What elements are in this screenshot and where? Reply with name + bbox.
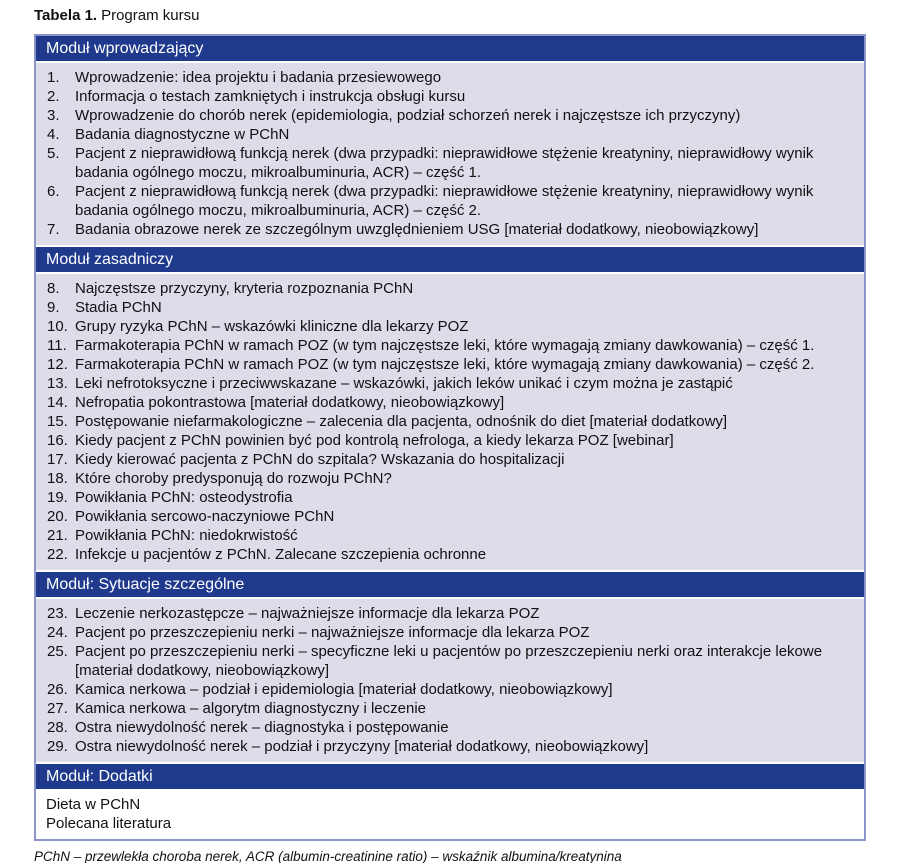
item-number: 29. xyxy=(47,738,68,755)
course-item xyxy=(36,545,864,564)
item-number: 22. xyxy=(47,546,68,563)
section-body xyxy=(36,597,864,762)
item-number: 11. xyxy=(47,337,67,354)
item-number: 13. xyxy=(47,375,68,392)
item-text: Nefropatia pokontrastowa [materiał dodatkowy, nieobowiązkowy] xyxy=(75,394,505,411)
course-item xyxy=(36,795,864,814)
item-number: 24. xyxy=(47,624,68,641)
item-text: Powikłania PChN: osteodystrofia xyxy=(75,489,293,506)
item-text: Badania obrazowe nerek ze szczególnym uwzględnieniem USG [materiał dodatkowy, nieobowiązkowy] xyxy=(75,221,759,238)
course-item xyxy=(36,182,864,220)
item-text: Kiedy pacjent z PChN powinien być pod kontrolą nefrologa, a kiedy lekarza POZ [webinar] xyxy=(75,432,674,449)
course-item xyxy=(36,718,864,737)
course-item xyxy=(36,279,864,298)
section-header: Moduł zasadniczy xyxy=(36,245,864,272)
item-text: Farmakoterapia PChN w ramach POZ (w tym najczęstsze leki, które wymagają zmiany dawkowania) – część 2. xyxy=(75,356,815,373)
item-text: Wprowadzenie: idea projektu i badania przesiewowego xyxy=(75,69,442,86)
course-program-table xyxy=(34,34,866,841)
item-text: Ostra niewydolność nerek – podział i przyczyny [materiał dodatkowy, nieobowiązkowy] xyxy=(75,738,649,755)
section-body xyxy=(36,61,864,245)
item-number: 18. xyxy=(47,470,68,487)
item-number: 17. xyxy=(47,451,68,468)
course-item xyxy=(36,317,864,336)
table-caption-label: Tabela 1. xyxy=(34,7,98,24)
item-number: 1. xyxy=(47,69,60,86)
item-number: 15. xyxy=(47,413,68,430)
item-number: 5. xyxy=(47,145,60,162)
course-item xyxy=(36,220,864,239)
item-text: Infekcje u pacjentów z PChN. Zalecane szczepienia ochronne xyxy=(75,546,487,563)
item-number: 28. xyxy=(47,719,68,736)
item-text: Kamica nerkowa – algorytm diagnostyczny i leczenie xyxy=(75,700,426,717)
course-item xyxy=(36,623,864,642)
section-header: Moduł: Dodatki xyxy=(36,762,864,789)
course-item xyxy=(36,336,864,355)
item-text: Pacjent z nieprawidłową funkcją nerek (dwa przypadki: nieprawidłowe stężenie kreatyniny, nieprawidłowy wynik badania ogólnego moczu, mikroalbuminuria, ACR) – część 2. xyxy=(75,183,814,219)
item-number: 9. xyxy=(47,299,60,316)
course-item xyxy=(36,412,864,431)
course-item xyxy=(36,144,864,182)
course-item xyxy=(36,526,864,545)
course-item xyxy=(36,488,864,507)
item-text: Ostra niewydolność nerek – diagnostyka i postępowanie xyxy=(75,719,449,736)
course-item xyxy=(36,469,864,488)
item-number: 4. xyxy=(47,126,60,143)
item-text: Informacja o testach zamkniętych i instrukcja obsługi kursu xyxy=(75,88,466,105)
item-text: Badania diagnostyczne w PChN xyxy=(75,126,290,143)
item-text: Kamica nerkowa – podział i epidemiologia [materiał dodatkowy, nieobowiązkowy] xyxy=(75,681,613,698)
item-text: Najczęstsze przyczyny, kryteria rozpoznania PChN xyxy=(75,280,414,297)
item-text: Powikłania PChN: niedokrwistość xyxy=(75,527,298,544)
course-item xyxy=(36,642,864,680)
item-text: Powikłania sercowo-naczyniowe PChN xyxy=(75,508,335,525)
course-item xyxy=(36,814,864,833)
item-text: Stadia PChN xyxy=(75,299,162,316)
item-text: Pacjent po przeszczepieniu nerki – najważniejsze informacje dla lekarza POZ xyxy=(75,624,590,641)
item-text: Polecana literatura xyxy=(46,815,172,832)
item-text: Leki nefrotoksyczne i przeciwwskazane – wskazówki, jakich leków unikać i czym można je zastąpić xyxy=(75,375,733,392)
course-item xyxy=(36,699,864,718)
course-item xyxy=(36,450,864,469)
course-item xyxy=(36,68,864,87)
item-text: Wprowadzenie do chorób nerek (epidemiologia, podział schorzeń nerek i najczęstsze ich przyczyny) xyxy=(75,107,741,124)
item-number: 23. xyxy=(47,605,68,622)
table-caption-text: Program kursu xyxy=(101,7,200,24)
item-number: 2. xyxy=(47,88,60,105)
course-item xyxy=(36,87,864,106)
item-text: Dieta w PChN xyxy=(46,796,141,813)
section-body xyxy=(36,272,864,570)
item-number: 7. xyxy=(47,221,60,238)
item-text: Które choroby predysponują do rozwoju PChN? xyxy=(75,470,392,487)
item-number: 12. xyxy=(47,356,68,373)
course-item xyxy=(36,737,864,756)
item-text: Kiedy kierować pacjenta z PChN do szpitala? Wskazania do hospitalizacji xyxy=(75,451,565,468)
section-header: Moduł wprowadzający xyxy=(36,36,864,61)
footnote: PChN – przewlekła choroba nerek, ACR (albumin-creatinine ratio) – wskaźnik albumina/kreatynina xyxy=(34,849,622,863)
course-item xyxy=(36,507,864,526)
item-text: Pacjent po przeszczepieniu nerki – specyficzne leki u pacjentów po przeszczepieniu nerki oraz interakcje lekowe [materiał dodatkowy, nieobowiązkowy] xyxy=(75,643,823,679)
item-text: Grupy ryzyka PChN – wskazówki kliniczne dla lekarzy POZ xyxy=(75,318,469,335)
item-number: 10. xyxy=(47,318,68,335)
item-number: 19. xyxy=(47,489,68,506)
item-text: Pacjent z nieprawidłową funkcją nerek (dwa przypadki: nieprawidłowe stężenie kreatyniny, nieprawidłowy wynik badania ogólnego moczu, mikroalbuminuria, ACR) – część 1. xyxy=(75,145,814,181)
item-number: 26. xyxy=(47,681,68,698)
section-body xyxy=(36,789,864,839)
item-number: 25. xyxy=(47,643,68,660)
course-item xyxy=(36,431,864,450)
course-item xyxy=(36,298,864,317)
item-text: Postępowanie niefarmakologiczne – zalecenia dla pacjenta, odnośnik do diet [materiał dodatkowy] xyxy=(75,413,728,430)
course-item xyxy=(36,604,864,623)
item-number: 21. xyxy=(47,527,68,544)
course-item xyxy=(36,106,864,125)
course-item xyxy=(36,355,864,374)
item-number: 6. xyxy=(47,183,60,200)
item-number: 20. xyxy=(47,508,68,525)
item-number: 8. xyxy=(47,280,60,297)
item-number: 27. xyxy=(47,700,68,717)
item-number: 16. xyxy=(47,432,68,449)
course-item xyxy=(36,393,864,412)
course-item xyxy=(36,680,864,699)
item-text: Leczenie nerkozastępcze – najważniejsze informacje dla lekarza POZ xyxy=(75,605,540,622)
section-header: Moduł: Sytuacje szczególne xyxy=(36,570,864,597)
course-item xyxy=(36,374,864,393)
item-text: Farmakoterapia PChN w ramach POZ (w tym najczęstsze leki, które wymagają zmiany dawkowania) – część 1. xyxy=(75,337,815,354)
course-item xyxy=(36,125,864,144)
item-number: 14. xyxy=(47,394,68,411)
table-caption xyxy=(34,6,866,25)
item-number: 3. xyxy=(47,107,60,124)
